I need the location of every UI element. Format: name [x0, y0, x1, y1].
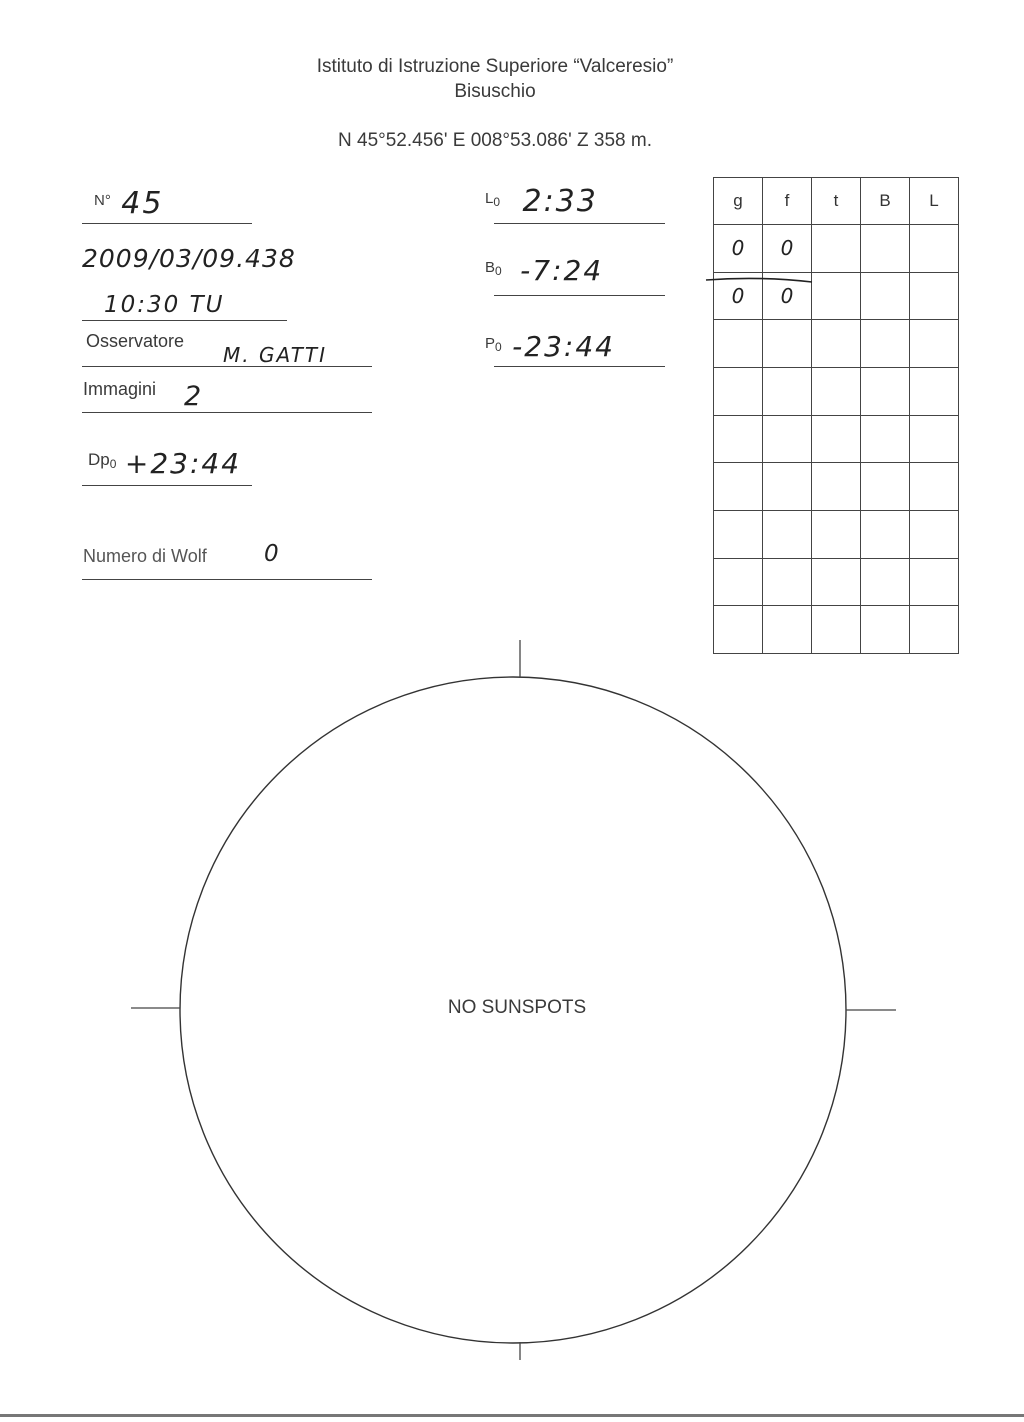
wolf-label: Numero di Wolf	[83, 546, 207, 566]
dp0-label: $Dp_0$	[88, 450, 117, 471]
town-name: Bisuschio	[454, 81, 536, 102]
header-f: f	[763, 178, 812, 225]
number-label: N°	[94, 192, 111, 209]
wolf-value: 0	[264, 541, 281, 567]
table-cell: 0	[763, 225, 812, 273]
dp0-value: +23:44	[124, 447, 242, 480]
images-label: Immagini	[83, 379, 157, 399]
observer-value: M. GATTI	[223, 343, 328, 367]
number-value: 45	[121, 186, 164, 221]
no-sunspots-note: NO SUNSPOTS	[447, 997, 587, 1018]
header-t: t	[812, 178, 861, 225]
header-b: B	[861, 178, 910, 225]
observer-label: Osservatore	[86, 331, 185, 351]
scan-edge	[0, 1414, 1024, 1417]
l0-label: $L_0$	[485, 190, 501, 209]
p0-value: -23:44	[512, 330, 615, 363]
time-value: 10:30 TU	[104, 292, 225, 318]
coordinates: N 45°52.456' E 008°53.086' Z 358 m.	[338, 130, 652, 151]
b0-label: $B_0$	[485, 259, 502, 278]
b0-value: -7:24	[520, 254, 604, 287]
images-value: 2	[184, 381, 204, 412]
table-cell: 0	[714, 272, 763, 320]
l0-value: 2:33	[522, 184, 598, 219]
header-l: L	[910, 178, 959, 225]
p0-label: $P_0$	[485, 335, 502, 354]
table-cell: 0	[714, 225, 763, 273]
table-cell: 0	[763, 272, 812, 320]
header-g: g	[714, 178, 763, 225]
institute-name: Istituto di Istruzione Superiore “Valceresio”	[316, 56, 674, 77]
date-value: 2009/03/09.438	[82, 244, 296, 273]
